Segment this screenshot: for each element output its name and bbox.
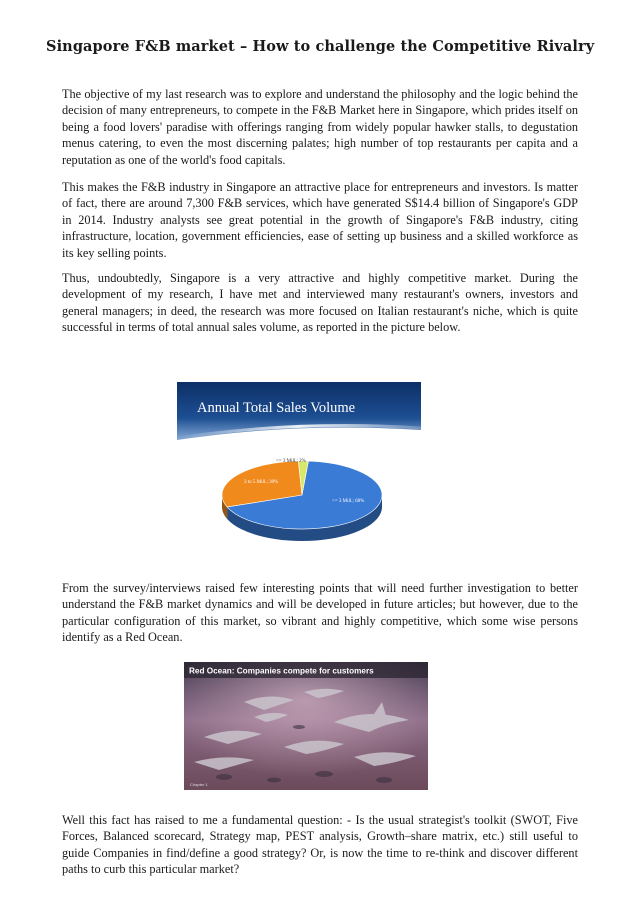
pie-label-1: >= 3 Mill.; 68% (332, 499, 365, 504)
paragraph-red-ocean: From the survey/interviews raised few interesting points that will need further investigation to better understand the F&B market dynamics and will be developed in future articles; but however, due to the particular configuration of this market, so vibrant and highly competitive, which some wise persons identify as a Red Ocean. (62, 581, 578, 645)
paragraph-competitive-market: Thus, undoubtedly, Singapore is a very attractive and highly competitive market. During the development of my research, I have met and interviewed many restaurant's owners, investors and general managers; in deed, the research was more focused on Italian restaurant's niche, which is quite successful in terms of total annual sales volume, as reported in the picture below. (62, 271, 578, 335)
pie-label-3: <= 3 Mill.; 2% (276, 459, 306, 464)
pie-label-2: 3 to 5 Mill.; 30% (244, 480, 279, 485)
sales-volume-pie-chart (177, 382, 421, 548)
paragraph-industry: This makes the F&B industry in Singapore an attractive place for entrepreneurs and investors. Is matter of fact, there are around 7,300 F&B services, which have generated S$14.4 billion of Singapore's GDP in 2014. Industry analysts see great potential in the growth of Singapore's F&B industry, citing infrastructure, location, government efficiencies, ease of setting up business and a skilled workforce as its key selling points. (62, 180, 578, 260)
ocean-footer: Chapter 1 (190, 782, 208, 787)
chart-title: Annual Total Sales Volume (197, 400, 356, 416)
document-title: Singapore F&B market – How to challenge the Competitive Rivalry (46, 38, 595, 55)
red-ocean-image (184, 662, 428, 790)
paragraph-question: Well this fact has raised to me a fundamental question: - Is the usual strategist's toolkit (SWOT, Five Forces, Balanced scorecard, Strategy map, PEST analysis, Growth–share matrix, etc.) still useful to guide Companies in find/define a good strategy? Or, is now the time to re-think and discover different paths to curb this particular market? (62, 813, 578, 877)
paragraph-objective: The objective of my last research was to explore and understand the philosophy and the logic behind the decision of many entrepreneurs, to compete in the F&B Market here in Singapore, which prides itself on being a food lovers' paradise with offerings ranging from widely popular hawker stalls, to degustation menus catering, to even the most discerning palates; high number of top restaurants per capita and a reputation as one of the world's food capitals. (62, 87, 578, 167)
ocean-caption: Red Ocean: Companies compete for customers (189, 666, 374, 676)
